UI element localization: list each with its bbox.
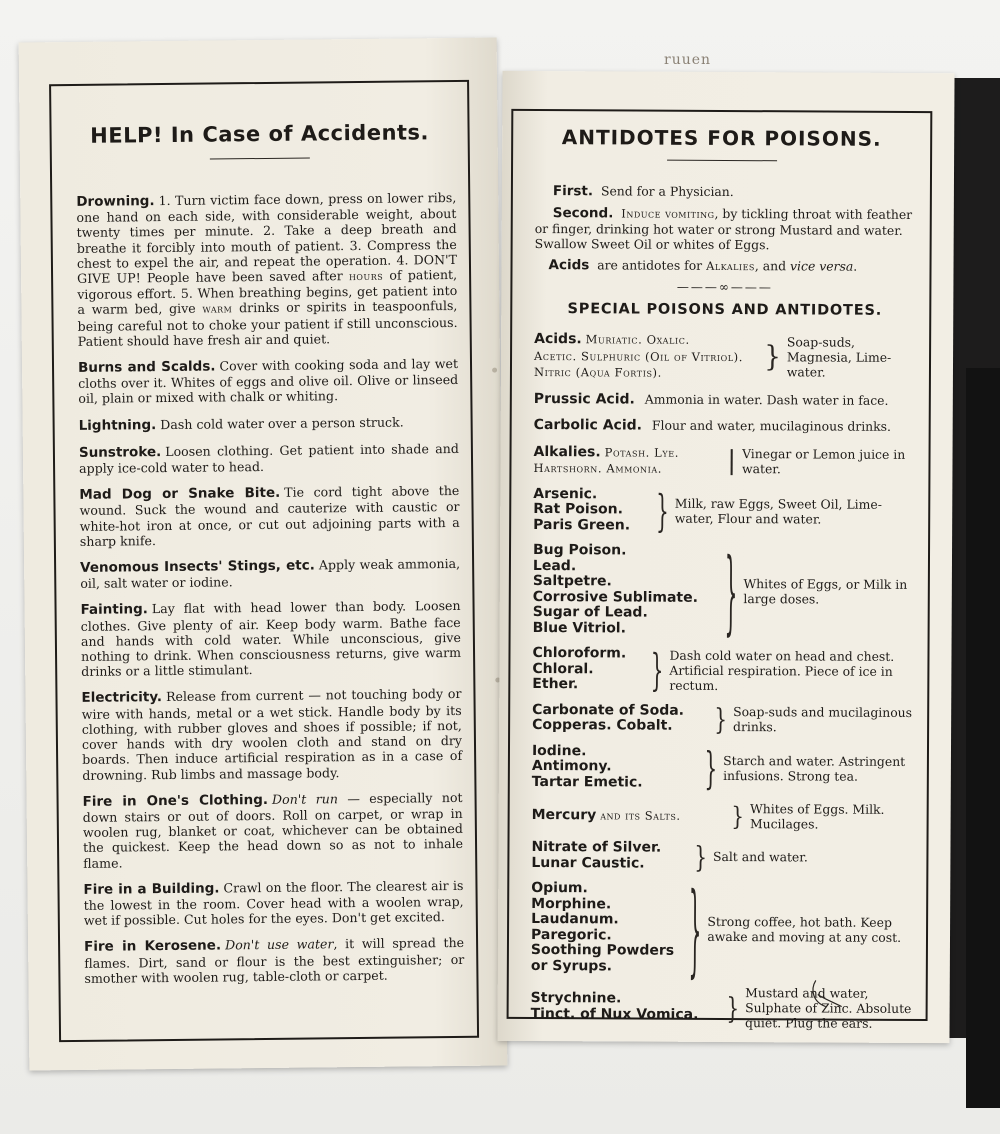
accident-heading: Lightning.: [78, 416, 157, 434]
accident-text: 1. Turn victim face down, press on lower ribs, one hand on each side, with considerable weight, about twenty times per minute. 2. Take a deep breath and breathe it forcibly into mouth of patient. 3. Compress the chest to expel the air, and repeat the operation. 4. DON'T GIVE UP! People have been saved after: [76, 189, 458, 286]
acids-italic: vice versa: [790, 258, 854, 274]
antidote-text: Salt and water.: [712, 848, 808, 865]
accident-heading: Fainting.: [80, 601, 148, 619]
title-rule: [667, 160, 777, 162]
accident-heading: Sunstroke.: [78, 443, 162, 461]
accident-heading: Fire in One's Clothing.: [82, 791, 269, 810]
poison-name: Acids.: [534, 330, 582, 348]
accident-heading: Burns and Scalds.: [77, 358, 216, 376]
brace: }: [714, 701, 728, 737]
second-instruction: [535, 205, 916, 253]
poison-sub: and its Salts.: [600, 808, 681, 823]
poison-name: Morphine.: [531, 895, 612, 912]
poison-name: Bug Poison.: [532, 541, 627, 559]
title-rule: [210, 157, 310, 159]
poison-name: Lunar Caustic.: [531, 854, 645, 872]
accident-text: Lay flat with head lower than body. Loosen clothes. Give plenty of air. Keep body warm. Bathe face and hands with cold water. While unconscious, give nothing to drink. When consciousness returns, give warm drinks or a little stimulant.: [80, 598, 462, 680]
left-page: [19, 38, 508, 1071]
acids-instruction: [534, 257, 915, 275]
poison-row-acids: [534, 331, 915, 382]
antidote-text: Flour and water, mucilaginous drinks.: [651, 417, 892, 434]
poison-name: Laudanum.: [531, 910, 619, 928]
poison-col: [531, 881, 683, 975]
antidote-text: Soap-suds and mucilaginous drinks.: [733, 704, 913, 735]
right-page-title: ANTIDOTES FOR POISONS.: [561, 125, 882, 151]
poison-name: Blue Vitriol.: [532, 619, 626, 636]
second-smallcaps: Induce vomiting: [621, 206, 715, 221]
poison-sub: Acetic. Sulphuric (Oil of Vitriol). Nitric (Aqua Fortis).: [533, 348, 744, 380]
poison-name: Carbonate of Soda.: [532, 701, 685, 719]
accident-entry: [83, 878, 463, 929]
second-label: Second.: [552, 205, 614, 222]
brace: }: [694, 838, 708, 874]
accident-entry: [79, 441, 459, 476]
poison-col: [531, 840, 688, 872]
accident-entry: [82, 790, 463, 871]
accident-entries: [76, 190, 464, 997]
poison-name: Chloral.: [532, 660, 594, 677]
accident-text: hours: [348, 268, 384, 284]
accident-text: Apply weak ammonia, oil, salt water or iodine.: [80, 555, 461, 592]
poison-name: Sugar of Lead.: [532, 603, 648, 621]
accident-entry: [80, 556, 460, 591]
first-text: Send for a Physician.: [600, 183, 734, 200]
poison-row-alkalies: [533, 443, 914, 478]
accident-heading: Electricity.: [81, 689, 163, 707]
antidote-text: Whites of Eggs, or Milk in large doses.: [743, 575, 908, 606]
accident-text: Don't run: [271, 790, 339, 807]
poison-col: [533, 443, 721, 477]
poison-name: Tinct. of Nux Vomica.: [530, 1005, 699, 1023]
poison-name: Alkalies.: [533, 443, 601, 460]
accident-entry: [79, 414, 459, 434]
poison-name: Paris Green.: [533, 516, 631, 533]
accident-text: warm: [202, 301, 233, 317]
brace: |: [727, 446, 737, 477]
left-page-title: HELP! In Case of Accidents.: [90, 120, 430, 148]
poison-row-chloroform: [532, 643, 913, 697]
binding-hole: [492, 368, 497, 373]
accident-text: of patient, vigorous effort. 5. When breathing begins, get patient into a warm bed, give: [77, 266, 458, 318]
poison-name: or Syrups.: [530, 957, 613, 974]
poison-row-mercury: [532, 800, 913, 832]
brace: }: [731, 800, 745, 832]
poison-col: [531, 991, 721, 1023]
poison-row-opium: [530, 868, 912, 989]
acids-smallcaps: Alkalies: [706, 258, 755, 274]
right-page: [497, 71, 954, 1043]
poison-name: Ether.: [532, 675, 579, 693]
antidote-text: Dash cold water on head and chest. Artificial respiration. Piece of ice in rectum.: [669, 647, 895, 693]
poison-col: [532, 743, 699, 790]
accident-entry: [81, 686, 462, 782]
poison-row-soda: [532, 702, 913, 735]
left-page-frame: [49, 80, 479, 1042]
poison-name: Rat Poison.: [533, 500, 624, 518]
cover-flap: [966, 368, 1000, 1108]
poison-name: Paregoric.: [530, 926, 612, 943]
pen-mark: [808, 972, 848, 1012]
poison-sub: Potash. Lye.: [604, 444, 680, 460]
poison-sub: Hartshorn. Ammonia.: [533, 460, 663, 476]
poison-groups: [531, 486, 915, 1030]
accident-text: — especially not down stairs or out of doors. Roll on carpet, or wrap in woolen rug, blanket or coat, whichever can be obtained the quickest. Keep the head down so as not to inhale flame.: [82, 789, 464, 871]
poison-col: [532, 807, 726, 825]
poison-name: Iodine.: [531, 742, 587, 759]
poison-col: [533, 486, 650, 533]
poison-name: Mercury: [531, 806, 597, 824]
brace: }: [724, 535, 738, 646]
acids-text: .: [853, 258, 858, 274]
accident-text: Release from current — not touching body or wire with hands, metal or a wet stick. Handle body by its clothing, with rubber gloves and shoes if possible; if not, cover hands with dry woolen cloth and stand on dry boards. Then induce artificial respiration as in a case of drowning. Rub limbs and massage body.: [81, 686, 463, 783]
brace: }: [726, 990, 740, 1025]
accident-entry: [84, 935, 464, 986]
brace: }: [688, 868, 702, 989]
accident-text: Crawl on the floor. The clearest air is the lowest in the room. Cover head with a woolen wrap, wet if possible. Cut holes for the eyes. Don't get excited.: [83, 877, 464, 929]
top-tag-text: ruuen: [664, 52, 712, 68]
first-label: First.: [552, 183, 594, 200]
poison-name: Tartar Emetic.: [531, 773, 643, 791]
poison-col: [532, 646, 645, 693]
accident-heading: Drowning.: [76, 193, 155, 210]
poison-row-bug: [532, 535, 914, 646]
accident-entry: [79, 483, 460, 549]
second-text: , by tickling throat with feather or finger, drinking hot water or strong Mustard and water. Swallow Sweet Oil or whites of Eggs.: [534, 205, 913, 253]
first-instruction: [535, 183, 916, 201]
poison-col: [534, 331, 759, 382]
antidote-text: Strong coffee, hot bath. Keep awake and moving at any cost.: [707, 913, 902, 945]
accident-text: Loosen clothing. Get patient into shade and apply ice-cold water to head.: [79, 440, 459, 476]
poison-row-carbolic: [534, 417, 915, 435]
antidote-section: [530, 183, 915, 1041]
antidote-text: Whites of Eggs. Milk. Mucilages.: [749, 801, 885, 832]
accident-entry: [76, 190, 458, 349]
accident-heading: Mad Dog or Snake Bite.: [79, 485, 281, 504]
poison-row-prussic: [534, 390, 915, 408]
acids-text: are antidotes for: [597, 257, 703, 273]
poison-name: Chloroform.: [532, 644, 627, 662]
poison-name: Arsenic.: [533, 485, 598, 502]
accident-text: Dash cold water over a person struck.: [160, 414, 404, 432]
book-cover-right: [948, 78, 1000, 1038]
special-poisons-title: SPECIAL POISONS AND ANTIDOTES.: [567, 301, 883, 319]
brace: }: [764, 340, 781, 374]
accident-heading: Fire in Kerosene.: [84, 937, 222, 956]
accident-text: , it will spread the flames. Dirt, sand or flour is the best extinguisher; or smother with woolen rug, table-cloth or carpet.: [84, 935, 465, 986]
accident-entry: [80, 598, 461, 679]
poison-name: Prussic Acid.: [533, 390, 635, 408]
right-page-frame: [507, 109, 933, 1031]
poison-name: Opium.: [531, 879, 588, 897]
accident-heading: Venomous Insects' Stings, etc.: [80, 557, 315, 576]
accident-text: drinks or spirits in teaspoonfuls, being careful not to choke your patient if still unconscious. Patient should have fresh air and quiet.: [77, 298, 458, 349]
poison-name: Strychnine.: [530, 989, 622, 1007]
brace: }: [704, 741, 718, 794]
accident-heading: Fire in a Building.: [83, 880, 220, 898]
antidote-text: Milk, raw Eggs, Sweet Oil, Lime-water, Flour and water.: [674, 495, 882, 527]
poison-sub: Muriatic. Oxalic.: [585, 332, 690, 347]
poison-name: Corrosive Sublimate.: [532, 588, 698, 606]
poison-row-iodine: [531, 741, 913, 794]
acids-label: Acids: [548, 257, 590, 274]
accident-text: Tie cord tight above the wound. Suck the wound and cauterize with caustic or white-hot iron at once, or cut out adjoining parts with a sharp knife.: [79, 483, 460, 549]
ornament-divider: ———∞———: [676, 279, 773, 295]
poison-name: Copperas. Cobalt.: [532, 716, 673, 734]
acids-text: , and: [754, 258, 787, 274]
antidote-text: Ammonia in water. Dash water in face.: [644, 391, 889, 408]
poison-row-strychnine: [531, 984, 912, 1031]
antidote-text: Mustard and water, Sulphate of Zinc. Absolute quiet. Plug the ears.: [745, 985, 912, 1031]
poison-name: Saltpetre.: [532, 572, 612, 590]
poison-name: Antimony.: [531, 757, 612, 775]
poison-col: [533, 543, 719, 637]
brace: }: [655, 484, 669, 537]
accident-text: Cover with cooking soda and lay wet cloths over it. Whites of eggs and olive oil. Olive or linseed oil, plain or mixed with chalk or whiting.: [78, 355, 459, 407]
poison-row-arsenic: [533, 484, 914, 537]
poison-col: [532, 702, 708, 734]
poison-name: Carbolic Acid.: [533, 416, 643, 434]
poison-row-silver: [531, 840, 912, 873]
poison-name: Nitrate of Silver.: [531, 838, 662, 856]
accident-entry: [78, 356, 458, 407]
poison-name: Soothing Powders: [530, 941, 675, 959]
antidote-text: Soap-suds, Magnesia, Lime-water.: [786, 334, 892, 380]
accident-text: Don't use water: [224, 936, 334, 953]
antidote-text: Vinegar or Lemon juice in water.: [741, 446, 906, 477]
brace: }: [650, 643, 664, 697]
poison-name: Lead.: [532, 557, 577, 574]
antidote-text: Starch and water. Astringent infusions. Strong tea.: [723, 752, 906, 784]
